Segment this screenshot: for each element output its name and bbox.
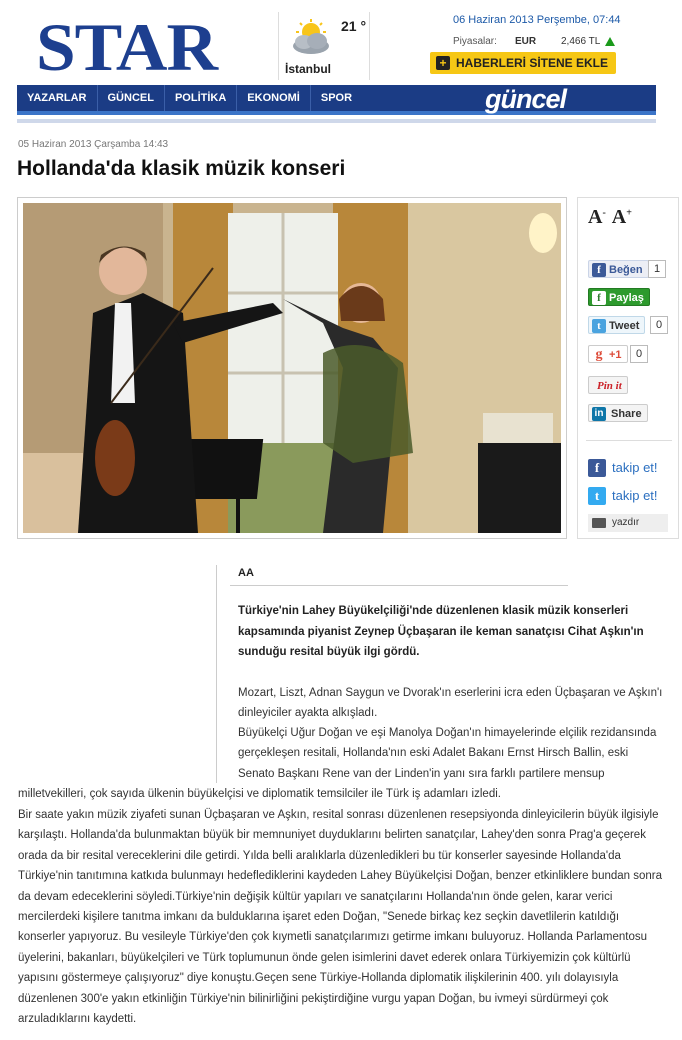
- article-date: 05 Haziran 2013 Çarşamba 14:43: [18, 139, 169, 150]
- nav-item-ekonomi[interactable]: EKONOMİ: [237, 85, 311, 111]
- print-label: yazdır: [612, 517, 640, 528]
- markets-currency: EUR: [515, 36, 537, 47]
- share-panel: [577, 197, 679, 539]
- facebook-icon: f: [592, 291, 606, 305]
- tweet-button[interactable]: [588, 316, 645, 334]
- nav-item-spor[interactable]: SPOR: [320, 92, 353, 104]
- font-increase-button[interactable]: A+: [611, 206, 632, 228]
- article-title: Hollanda'da klasik müzik konseri: [17, 157, 346, 180]
- tweet-label: Tweet: [609, 320, 640, 332]
- print-button[interactable]: [588, 514, 668, 532]
- facebook-icon: f: [592, 263, 606, 277]
- facebook-share-label: Paylaş: [609, 292, 644, 304]
- section-title: güncel: [484, 84, 566, 114]
- linkedin-share-label: Share: [611, 408, 642, 420]
- weather-city: İstanbul: [285, 62, 332, 76]
- weather-temperature: 21 °: [341, 18, 367, 34]
- tweet-count: 0: [650, 316, 668, 334]
- printer-icon: [592, 518, 606, 528]
- font-decrease-label: A: [588, 206, 603, 228]
- google-plus-label: +1: [609, 349, 622, 361]
- facebook-share-button[interactable]: [588, 288, 650, 306]
- nav-shadow: [17, 119, 656, 123]
- article-lead: Türkiye'nin Lahey Büyükelçiliği'nde düzenlenen klasik müzik konserleri kapsamında piyanist Zeynep Üçbaşaran ile keman sanatçısı Cihat Aşkın'ın sunduğu resital büyük ilgi gördü.: [238, 605, 644, 658]
- article-paragraph-2: Büyükelçi Uğur Doğan ve eşi Manolya Doğan'ın himayelerinde elçilik rezidansında gerçekleşen resitali, Hollanda'nın eski Adalet Bakanı Ernst Hirsch Ballin, eski Senato Başkanı Rene van der Linden'in yanı sıra farklı partilere mensup milletvekilleri, çok sayıda ülkenin büyükelçisi ve diplomatik temsilciler ile Türk iş adamları izledi.: [18, 727, 657, 801]
- nav-item-guncel[interactable]: GÜNCEL: [98, 85, 165, 111]
- main-nav: [17, 85, 656, 115]
- linkedin-share-button[interactable]: [588, 404, 648, 422]
- article-paragraph-3: Bir saate yakın müzik ziyafeti sunan Üçbaşaran ve Aşkın, resital sonrası düzenlenen resepsiyonda dinleyicilerin büyük ilgisiyle karşılaştı. Hollanda'da bulunmaktan büyük bir memnuniyet duyduklarını belirten sanatçılar, Lahey'den sonra Prag'a geçerek orada da bir resital vereceklerini dile getirdi. Yılda belli aralıklarla düzenledikleri bu tür konserler sayesinde Hollanda'da Türkiye'nin tanıtımına katkıda bulunmayı hedeflediklerini kaydeden Lahey Büyükelçisi Doğan, benzer etkinliklere bundan sonra da devam edeceklerini söyledi.Türkiye'nin değişik kültür yapıları ve sanatçılarını Hollanda'nın önde gelen, karar verici mercilerdeki kişilere tanıtma imkanı da bulduklarına işaret eden Doğan, "Senede birkaç kez seçkin davetlilerin katıldığı konserler yapıyoruz. Bu vesileyle Türkiye'den çok kıymetli sanatçılarımızı getirme imkanı buluyoruz. Hollanda Parlamentosu üyelerini, bakanları, büyükelçileri ve Türk toplumunun önde gelen isimlerini davet ederek onlara Türkiyemizin çok kültürlü yapısını göstermeye çalışıyoruz" diye konuştu.Geçen sene Türkiye-Hollanda diplomatik ilişkilerinin 400. yılı dolayısıyla düzenlenen 300'e yakın etkinliğin Türkiye'nin bilinirliğini pekiştirdiğine vurgu yapan Doğan, bu ivmeyi sürdürmeyi çok arzuladıklarını kaydetti.: [18, 809, 663, 1026]
- linkedin-icon: in: [592, 407, 606, 421]
- font-decrease-button[interactable]: A-: [588, 206, 606, 228]
- follow-facebook-link[interactable]: [588, 458, 658, 478]
- source-divider: [230, 585, 568, 586]
- article-paragraph-1: Mozart, Liszt, Adnan Saygun ve Dvorak'ın eserlerini icra eden Üçbaşaran ve Aşkın'ı dinleyiciler ayakta alkışladı.: [238, 687, 663, 720]
- current-date: 06 Haziran 2013 Perşembe, 07:44: [453, 14, 621, 26]
- google-plus-count: 0: [630, 345, 648, 363]
- twitter-bird-icon: t: [588, 487, 606, 505]
- markets-label: Piyasalar:: [453, 36, 497, 47]
- twitter-bird-icon: t: [592, 319, 606, 333]
- facebook-icon: f: [588, 459, 606, 477]
- arrow-up-icon: [605, 37, 615, 46]
- site-logo[interactable]: STAR: [36, 9, 217, 85]
- facebook-like-count: 1: [648, 260, 666, 278]
- google-plus-button[interactable]: [588, 345, 628, 363]
- concert-photo: [23, 203, 561, 533]
- plus-icon: +: [436, 56, 450, 70]
- article-source: AA: [238, 567, 254, 579]
- nav-item-yazarlar[interactable]: YAZARLAR: [17, 85, 98, 111]
- facebook-like-button[interactable]: [588, 260, 649, 278]
- nav-item-politika[interactable]: POLİTİKA: [165, 85, 237, 111]
- font-size-controls: [588, 206, 632, 229]
- partly-cloudy-icon: [287, 18, 337, 58]
- font-increase-label: A: [611, 206, 627, 228]
- facebook-like-label: Beğen: [609, 264, 643, 276]
- add-news-to-site-button[interactable]: [430, 52, 616, 74]
- google-plus-icon: g: [592, 348, 606, 362]
- follow-twitter-link[interactable]: [588, 486, 658, 506]
- follow-twitter-label: takip et!: [612, 488, 658, 503]
- add-news-to-site-label: HABERLERİ SİTENE EKLE: [456, 56, 609, 70]
- article-photo: [17, 197, 567, 539]
- markets-value: 2,466 TL: [561, 36, 601, 47]
- pinterest-button[interactable]: [588, 376, 628, 394]
- follow-facebook-label: takip et!: [612, 460, 658, 475]
- divider: [586, 440, 672, 441]
- markets-ticker[interactable]: [453, 36, 623, 47]
- pinterest-label: Pin it: [597, 380, 622, 392]
- weather-widget[interactable]: [278, 12, 370, 80]
